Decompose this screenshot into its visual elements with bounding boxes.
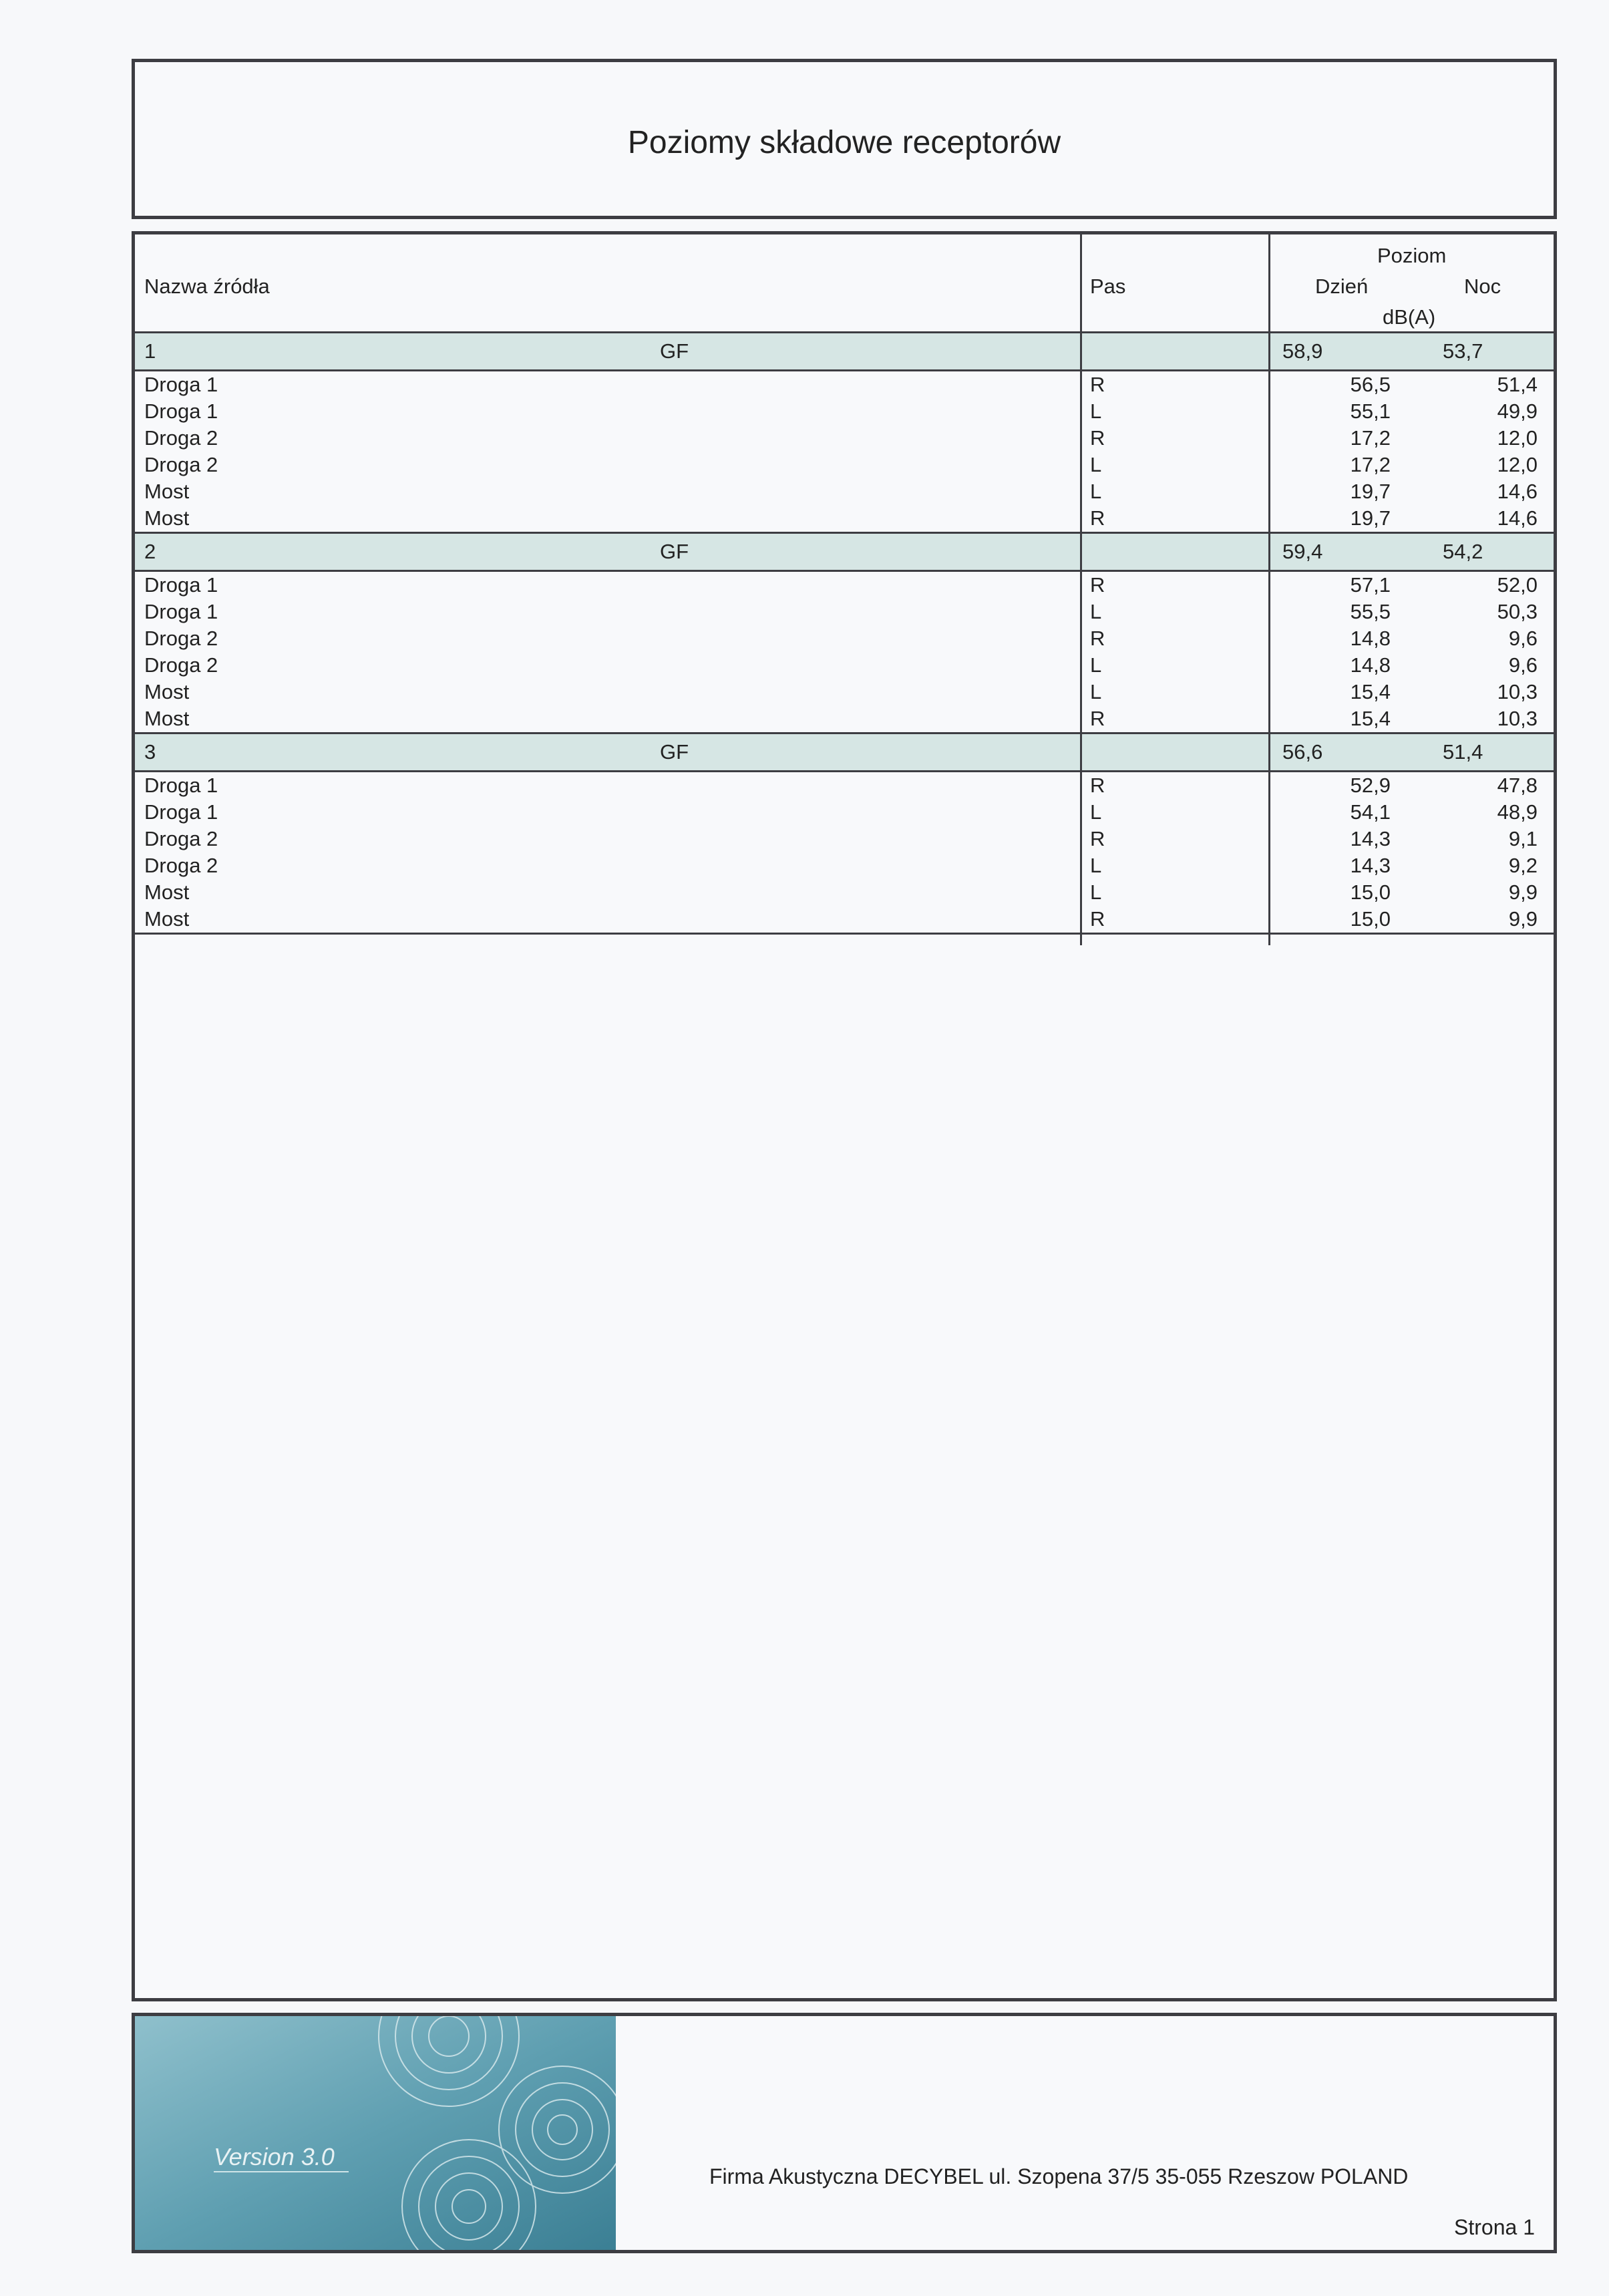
day-level: 55,1 bbox=[1350, 399, 1391, 423]
night-level: 9,1 bbox=[1508, 827, 1538, 850]
column-divider-lane bbox=[1080, 234, 1082, 945]
receptor-night-level: 53,7 bbox=[1443, 339, 1483, 363]
header-lane: Pas bbox=[1090, 275, 1126, 298]
lane: L bbox=[1090, 880, 1102, 904]
table-row bbox=[135, 371, 1554, 398]
lane: L bbox=[1090, 600, 1102, 623]
receptor-floor: GF bbox=[660, 740, 689, 764]
receptor-floor: GF bbox=[660, 540, 689, 563]
day-level: 19,7 bbox=[1350, 480, 1391, 503]
source-name: Droga 2 bbox=[144, 653, 218, 677]
day-level: 15,4 bbox=[1350, 707, 1391, 730]
day-level: 14,8 bbox=[1350, 653, 1391, 677]
source-name: Droga 2 bbox=[144, 453, 218, 476]
night-level: 50,3 bbox=[1497, 600, 1538, 623]
day-level: 17,2 bbox=[1350, 453, 1391, 476]
day-level: 15,4 bbox=[1350, 680, 1391, 703]
header-day: Dzień bbox=[1315, 275, 1369, 298]
source-name: Droga 1 bbox=[144, 399, 218, 423]
lane: L bbox=[1090, 680, 1102, 703]
table-row bbox=[135, 799, 1554, 826]
source-name: Most bbox=[144, 880, 190, 904]
night-level: 47,8 bbox=[1497, 774, 1538, 797]
night-level: 51,4 bbox=[1497, 373, 1538, 396]
table-row bbox=[135, 505, 1554, 532]
source-name: Droga 1 bbox=[144, 800, 218, 824]
night-level: 12,0 bbox=[1497, 426, 1538, 450]
lane: R bbox=[1090, 707, 1105, 730]
lane: R bbox=[1090, 907, 1105, 931]
lane: R bbox=[1090, 426, 1105, 450]
table-row bbox=[135, 599, 1554, 625]
receptor-group-header bbox=[135, 534, 1554, 570]
receptor-id: 1 bbox=[144, 339, 156, 363]
receptor-id: 3 bbox=[144, 740, 156, 764]
day-level: 54,1 bbox=[1350, 800, 1391, 824]
day-level: 56,5 bbox=[1350, 373, 1391, 396]
day-level: 52,9 bbox=[1350, 774, 1391, 797]
receptor-day-level: 56,6 bbox=[1282, 740, 1323, 764]
group-divider bbox=[135, 933, 1554, 935]
source-name: Most bbox=[144, 680, 190, 703]
lane: L bbox=[1090, 399, 1102, 423]
table-row bbox=[135, 772, 1554, 799]
lane: R bbox=[1090, 373, 1105, 396]
night-level: 9,6 bbox=[1508, 627, 1538, 650]
night-level: 14,6 bbox=[1497, 506, 1538, 530]
receptor-day-level: 59,4 bbox=[1282, 540, 1323, 563]
night-level: 52,0 bbox=[1497, 573, 1538, 597]
column-divider-level bbox=[1268, 234, 1270, 945]
source-name: Droga 1 bbox=[144, 600, 218, 623]
source-name: Droga 2 bbox=[144, 627, 218, 650]
receptor-group-header bbox=[135, 734, 1554, 770]
page-title: Poziomy składowe receptorów bbox=[627, 125, 1061, 160]
receptor-id: 2 bbox=[144, 540, 156, 563]
source-name: Most bbox=[144, 480, 190, 503]
night-level: 12,0 bbox=[1497, 453, 1538, 476]
lane: R bbox=[1090, 827, 1105, 850]
source-name: Droga 2 bbox=[144, 426, 218, 450]
header-night: Noc bbox=[1464, 275, 1501, 298]
company-address: Firma Akustyczna DECYBEL ul. Szopena 37/5 35-055 Rzeszow POLAND bbox=[709, 2164, 1409, 2188]
table-row bbox=[135, 879, 1554, 906]
header-unit: dB(A) bbox=[1383, 305, 1436, 329]
day-level: 55,5 bbox=[1350, 600, 1391, 623]
footer-box bbox=[132, 2013, 1557, 2253]
day-level: 57,1 bbox=[1350, 573, 1391, 597]
lane: R bbox=[1090, 573, 1105, 597]
table-row bbox=[135, 906, 1554, 933]
source-name: Most bbox=[144, 907, 190, 931]
source-name: Droga 1 bbox=[144, 373, 218, 396]
day-level: 15,0 bbox=[1350, 907, 1391, 931]
receptor-floor: GF bbox=[660, 339, 689, 363]
night-level: 9,9 bbox=[1508, 880, 1538, 904]
night-level: 9,6 bbox=[1508, 653, 1538, 677]
receptor-day-level: 58,9 bbox=[1282, 339, 1323, 363]
night-level: 14,6 bbox=[1497, 480, 1538, 503]
day-level: 14,3 bbox=[1350, 827, 1391, 850]
table-row bbox=[135, 826, 1554, 852]
day-level: 14,8 bbox=[1350, 627, 1391, 650]
day-level: 19,7 bbox=[1350, 506, 1391, 530]
night-level: 9,9 bbox=[1508, 907, 1538, 931]
night-level: 49,9 bbox=[1497, 399, 1538, 423]
receptor-group-header bbox=[135, 333, 1554, 369]
lane: L bbox=[1090, 480, 1102, 503]
night-level: 9,2 bbox=[1508, 854, 1538, 877]
table-row bbox=[135, 572, 1554, 599]
source-name: Droga 2 bbox=[144, 854, 218, 877]
header-level: Poziom bbox=[1377, 244, 1447, 267]
version-label: Version 3.0 bbox=[214, 2143, 335, 2170]
lane: L bbox=[1090, 800, 1102, 824]
lane: R bbox=[1090, 774, 1105, 797]
night-level: 10,3 bbox=[1497, 680, 1538, 703]
day-level: 14,3 bbox=[1350, 854, 1391, 877]
header-source-name: Nazwa źródła bbox=[144, 275, 270, 298]
source-name: Droga 1 bbox=[144, 774, 218, 797]
day-level: 17,2 bbox=[1350, 426, 1391, 450]
day-level: 15,0 bbox=[1350, 880, 1391, 904]
table-row bbox=[135, 425, 1554, 452]
table-row bbox=[135, 852, 1554, 879]
source-name: Droga 2 bbox=[144, 827, 218, 850]
receptor-night-level: 54,2 bbox=[1443, 540, 1483, 563]
table-row bbox=[135, 398, 1554, 425]
receptor-night-level: 51,4 bbox=[1443, 740, 1483, 764]
table-row bbox=[135, 625, 1554, 652]
night-level: 10,3 bbox=[1497, 707, 1538, 730]
lane: L bbox=[1090, 854, 1102, 877]
night-level: 48,9 bbox=[1497, 800, 1538, 824]
title-box bbox=[132, 59, 1557, 219]
page-number: Strona 1 bbox=[1454, 2215, 1535, 2239]
lane: R bbox=[1090, 506, 1105, 530]
source-name: Most bbox=[144, 506, 190, 530]
decybel-logo-graphic bbox=[135, 2016, 616, 2250]
table-row bbox=[135, 452, 1554, 478]
table-row bbox=[135, 652, 1554, 679]
source-name: Droga 1 bbox=[144, 573, 218, 597]
lane: R bbox=[1090, 627, 1105, 650]
table-row bbox=[135, 679, 1554, 705]
table-row bbox=[135, 705, 1554, 732]
lane: L bbox=[1090, 453, 1102, 476]
results-table bbox=[132, 231, 1557, 2001]
lane: L bbox=[1090, 653, 1102, 677]
table-row bbox=[135, 478, 1554, 505]
source-name: Most bbox=[144, 707, 190, 730]
